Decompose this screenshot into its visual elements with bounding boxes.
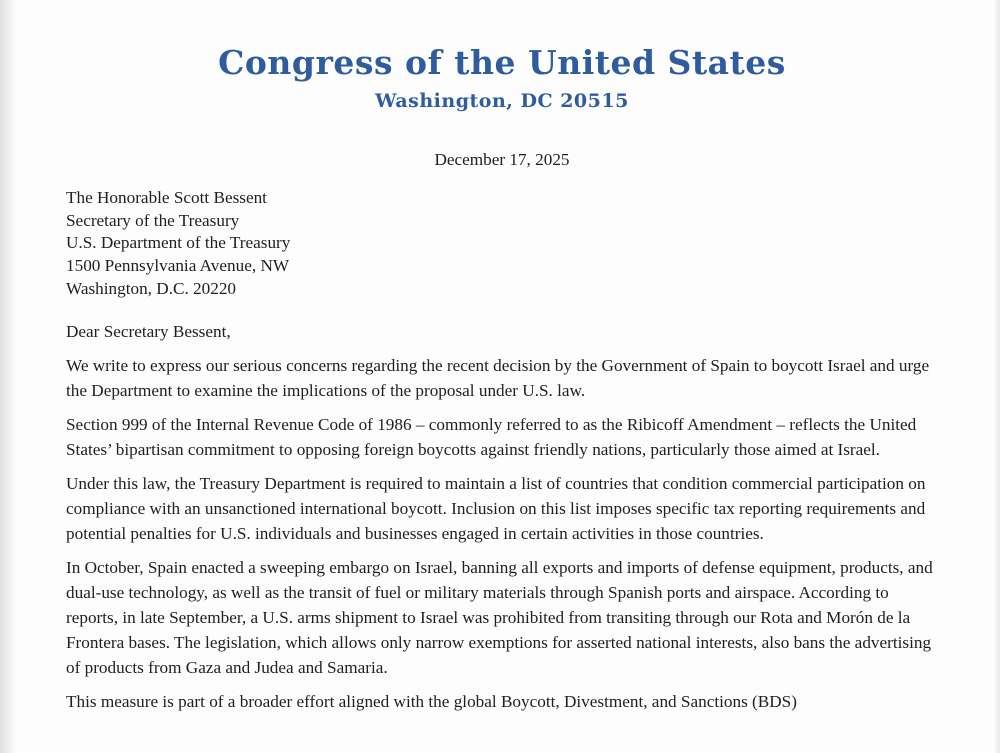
recipient-title: Secretary of the Treasury — [66, 210, 240, 230]
letter-date: December 17, 2025 — [434, 150, 570, 169]
paragraph-4: In October, Spain enacted a sweeping embargo on Israel, banning all exports and imports of defense equipment, products, and dual-use technology, as well as the transit of fuel or military materials through Spanish ports and airspace. According to reports, in late September, a U.S. arms shipment to Israel was prohibited from transiting through our Rota and Morón de la Frontera bases. The legislation, which allows only narrow exemptions for asserted national interests, also bans the advertising of products from Gaza and Judea and Samaria. — [66, 557, 933, 677]
paragraph-3: Under this law, the Treasury Department is required to maintain a list of countries that condition commercial participation on compliance with an unsanctioned international boycott. Inclusion on this list imposes specific tax reporting requirements and potential penalties for U.S. individuals and businesses engaged in certain activities in those countries. — [66, 473, 926, 543]
paragraph-2: Section 999 of the Internal Revenue Code of 1986 – commonly referred to as the Ribicoff Amendment – reflects the United States’ bipartisan commitment to opposing foreign boycotts against friendly nations, particularly those aimed at Israel. — [66, 414, 917, 459]
recipient-street-address: 1500 Pennsylvania Avenue, NW — [66, 256, 290, 276]
letter-content — [0, 42, 1000, 714]
letterhead-subtitle: Washington, DC 20515 — [375, 90, 629, 112]
letterhead-title: Congress of the United States — [218, 43, 786, 82]
letterhead — [66, 42, 938, 114]
salutation: Dear Secretary Bessent, — [66, 321, 231, 341]
recipient-name: The Honorable Scott Bessent — [66, 188, 267, 207]
paragraph-5-partial: This measure is part of a broader effort aligned with the global Boycott, Divestment, and Sanctions (BDS) — [66, 691, 797, 711]
recipient-organization: U.S. Department of the Treasury — [66, 233, 291, 253]
recipient-city-zip: Washington, D.C. 20220 — [66, 278, 237, 298]
recipient-address-block — [66, 187, 938, 301]
paragraph-1: We write to express our serious concerns regarding the recent decision by the Government of Spain to boycott Israel and urge the Department to examine the implications of the proposal under U.S. law. — [66, 355, 930, 400]
